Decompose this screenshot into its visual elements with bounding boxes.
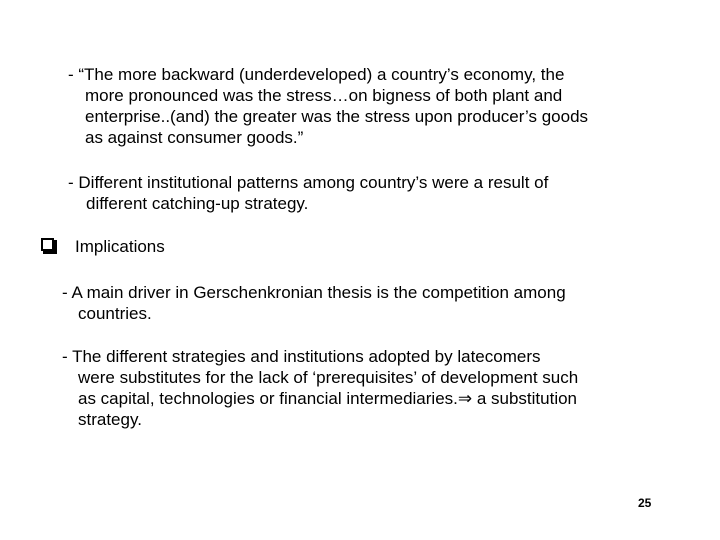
implications-heading: Implications [75, 237, 165, 256]
checkbox-icon [41, 238, 54, 251]
implication-point-1 [62, 282, 566, 324]
patterns-line-2: different catching-up strategy. [86, 194, 309, 213]
point1-line-2: countries. [78, 304, 152, 323]
point1-prefix: - A main driver in Gerschenkronian thesis is [62, 283, 394, 302]
point2-line-3: as capital, technologies or financial intermediaries.⇒ a substitution [78, 389, 578, 408]
quote-line-2: more pronounced was the stress…on bigness of both plant and [85, 86, 563, 105]
quote-line-1: - “The more backward (underdeveloped) a country’s economy, the [68, 65, 565, 84]
patterns-paragraph [68, 172, 548, 214]
patterns-line-1: - Different institutional patterns among country’s were a result of [68, 173, 549, 192]
quote-paragraph [68, 64, 588, 148]
point2-line-2: were substitutes for the lack of ‘prerequisites’ of development such [78, 368, 579, 387]
point2-line-4: strategy. [78, 410, 142, 429]
point1-line-1 [62, 282, 566, 303]
page-number: 25 [638, 496, 652, 510]
point2-line-1: - The different strategies and institutions adopted by latecomers [62, 347, 541, 366]
implication-point-2 [62, 346, 578, 430]
point1-emphasis: the competition among [393, 283, 566, 302]
quote-line-3: enterprise..(and) the greater was the stress upon producer’s goods [85, 107, 589, 126]
quote-line-4: as against consumer goods.” [85, 128, 304, 147]
